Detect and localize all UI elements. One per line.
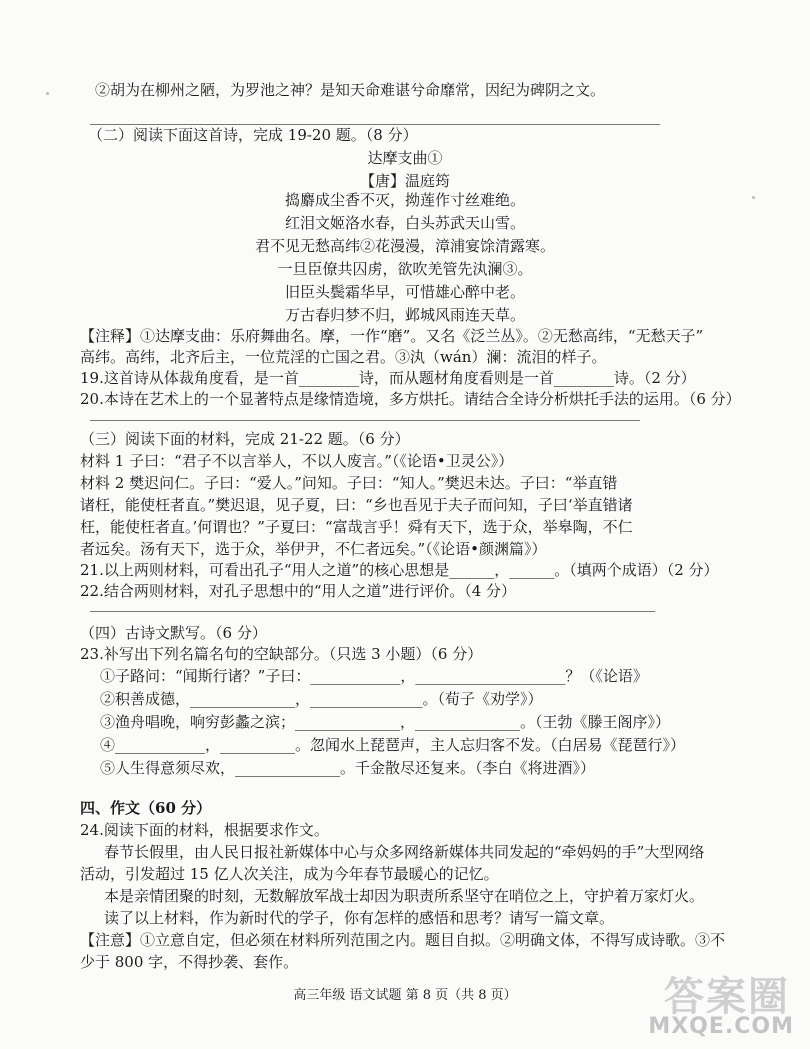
essay-material-line: 春节长假里，由人民日报社新媒体中心与众多网络新媒体共同发起的“牵妈妈的手”大型网络 xyxy=(104,843,705,861)
poem-title: 达摩支曲① xyxy=(367,149,443,167)
essay-note-line: 少于 800 字，不得抄袭、套作。 xyxy=(80,953,299,971)
watermark-url: MXQE.COM xyxy=(648,1014,794,1039)
material-line: 材料 1 子曰：“君子不以言举人，不以人废言。”（《论语•卫灵公》） xyxy=(80,452,514,470)
scan-speck xyxy=(752,196,755,199)
poem-line: 一旦臣僚共囚虏，欲吹羌管先汍澜③。 xyxy=(277,260,533,278)
poem-line: 捣麝成尘香不灭，拗莲作寸丝难绝。 xyxy=(284,191,525,209)
essay-material-line: 活动，引发超过 15 亿人次关注，成为今年春节最暖心的记忆。 xyxy=(80,865,499,883)
essay-material-line: 本是亲情团聚的时刻，无数解放军战士却因为职责所系坚守在哨位之上，守护着万家灯火。 xyxy=(104,887,705,905)
watermark xyxy=(650,963,800,1043)
annotation-line: 【注释】①达摩支曲：乐府舞曲名。摩，一作“磨”。又名《泛兰丛》。②无愁高纬，“无愁天子” xyxy=(80,327,704,345)
section-heading: （三）阅读下面的材料，完成 21-22 题。（6 分） xyxy=(80,430,410,448)
question-20: 20.本诗在艺术上的一个显著特点是缘情造境，多方烘托。请结合全诗分析烘托手法的运用。（6 分） xyxy=(80,390,741,408)
question-22: 22.结合两则材料，对孔子思想中的“用人之道”进行评价。（4 分） xyxy=(80,582,517,600)
question-19: 19.这首诗从体裁角度看，是一首________诗，而从题材角度看则是一首________诗。（2 分） xyxy=(80,369,696,387)
essay-material-line: 读了以上材料，作为新时代的学子，你有怎样的感悟和思考？请写一篇文章。 xyxy=(104,909,615,927)
section-heading: （四）古诗文默写。（6 分） xyxy=(80,624,267,642)
poem-author: 【唐】温庭筠 xyxy=(359,172,450,190)
fill-blank-item: ⑤人生得意须尽欢，______________。千金散尽还复来。（李白《将进酒》） xyxy=(100,759,596,777)
fill-blank-item: ②积善成德，______________，_______________。（荀子《劝学》） xyxy=(100,690,543,708)
material-line: 诸枉，能使枉者直。”樊迟退，见子夏，曰：“乡也吾见于夫子而问知，子曰‘举直错诸 xyxy=(80,496,633,514)
fill-blank-item: ③渔舟唱晚，响穷彭蠡之滨；______________，______________。（王勃《滕王阁序》） xyxy=(100,713,671,731)
essay-note-line: 【注意】①立意自定，但必须在材料所列范围之内。题目自拟。②明确文体，不得写成诗歌。③不 xyxy=(80,931,726,949)
poem-line: 君不见无愁高纬②花漫漫，漳浦宴馀清露寒。 xyxy=(254,237,555,255)
poem-line: 红泪文姬洛水春，白头苏武天山雪。 xyxy=(284,214,525,232)
divider xyxy=(90,611,655,612)
fill-blank-item: ④____________，__________。忽闻水上琵琶声，主人忘归客不发。（白居易《琵琶行》） xyxy=(100,736,686,754)
part-heading: 四、作文（60 分） xyxy=(80,799,212,817)
material-line: 材料 2 樊迟问仁。子曰：“爱人。”问知。子曰：“知人。”樊迟未达。子曰：“举直错 xyxy=(80,474,618,492)
poem-line: 万古春归梦不归，邺城风雨连天草。 xyxy=(284,306,525,324)
scan-speck xyxy=(46,92,49,95)
poem-line: 旧臣头鬓霜华早，可惜雄心醉中老。 xyxy=(284,283,525,301)
watermark-logo: 答案圈 xyxy=(664,974,790,1020)
divider xyxy=(90,420,640,421)
section-heading: （二）阅读下面这首诗，完成 19-20 题。（8 分） xyxy=(88,126,418,144)
material-line: 者远矣。汤有天下，选于众，举伊尹，不仁者远矣。”（《论语•颜渊篇》） xyxy=(80,540,547,558)
question-21: 21.以上两则材料，可看出孔子“用人之道”的核心思想是______，______。（填两个成语）（2 分） xyxy=(80,561,719,579)
annotation-line: 高纬。高纬，北齐后主，一位荒淫的亡国之君。③汍（wán）澜：流泪的样子。 xyxy=(80,348,607,366)
material-line: 枉，能使枉者直。’何谓也？”子夏曰：“富哉言乎！舜有天下，选于众，举皋陶，不仁 xyxy=(80,518,633,536)
text-line: ②胡为在柳州之陋，为罗池之神？是知天命难谌兮命靡常，因纪为碑阴之文。 xyxy=(95,81,606,99)
page-footer: 高三年级 语文试题 第 8 页（共 8 页） xyxy=(293,988,517,1003)
question-23: 23.补写出下列名篇名句的空缺部分。（只选 3 小题）（6 分） xyxy=(80,645,483,663)
fill-blank-item: ①子路问：“闻斯行诸？”子曰：____________，____________________？（《论语》 xyxy=(100,667,648,685)
question-24: 24.阅读下面的材料，根据要求作文。 xyxy=(80,821,329,839)
